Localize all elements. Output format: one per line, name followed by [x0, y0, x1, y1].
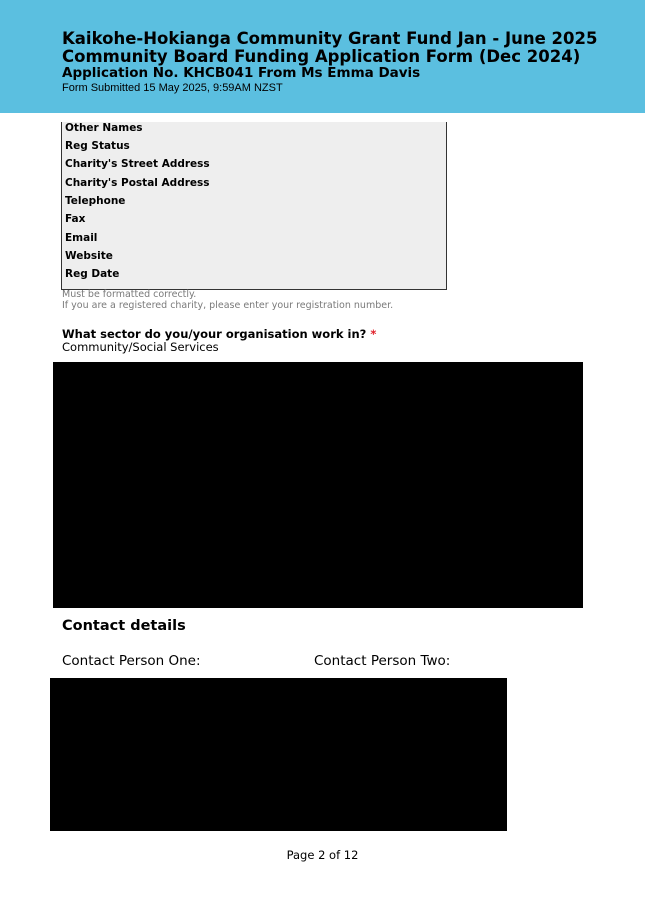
- contact-person-one-label: Contact Person One:: [62, 653, 201, 669]
- redacted-block: [53, 362, 583, 608]
- form-header: [0, 0, 645, 113]
- sector-question: [62, 327, 376, 341]
- row-reg-status: Reg Status: [65, 140, 130, 152]
- row-other-names: Other Names: [65, 122, 143, 134]
- form-title-line2: Community Board Funding Application Form (Dec 2024): [62, 47, 581, 66]
- charity-info-table: [61, 122, 447, 290]
- sector-question-text: What sector do you/your organisation work in?: [62, 327, 367, 341]
- row-telephone: Telephone: [65, 195, 126, 207]
- form-title-line1: Kaikohe-Hokianga Community Grant Fund Jan - June 2025: [62, 29, 598, 48]
- redacted-contact-block: [50, 678, 507, 831]
- contact-details-heading: Contact details: [62, 618, 186, 634]
- sector-answer: Community/Social Services: [62, 340, 219, 354]
- required-asterisk: *: [370, 327, 377, 341]
- application-number: Application No. KHCB041 From Ms Emma Davis: [62, 65, 421, 81]
- row-reg-date: Reg Date: [65, 268, 120, 280]
- row-website: Website: [65, 250, 113, 262]
- submitted-timestamp: Form Submitted 15 May 2025, 9:59AM NZST: [62, 82, 283, 94]
- page-number: Page 2 of 12: [286, 848, 359, 862]
- hint-format: Must be formatted correctly.: [62, 289, 197, 300]
- hint-registration: If you are a registered charity, please enter your registration number.: [62, 300, 394, 311]
- contact-person-two-label: Contact Person Two:: [314, 653, 451, 669]
- row-fax: Fax: [65, 213, 86, 225]
- row-postal-address: Charity's Postal Address: [65, 177, 210, 189]
- row-email: Email: [65, 232, 98, 244]
- row-street-address: Charity's Street Address: [65, 158, 210, 170]
